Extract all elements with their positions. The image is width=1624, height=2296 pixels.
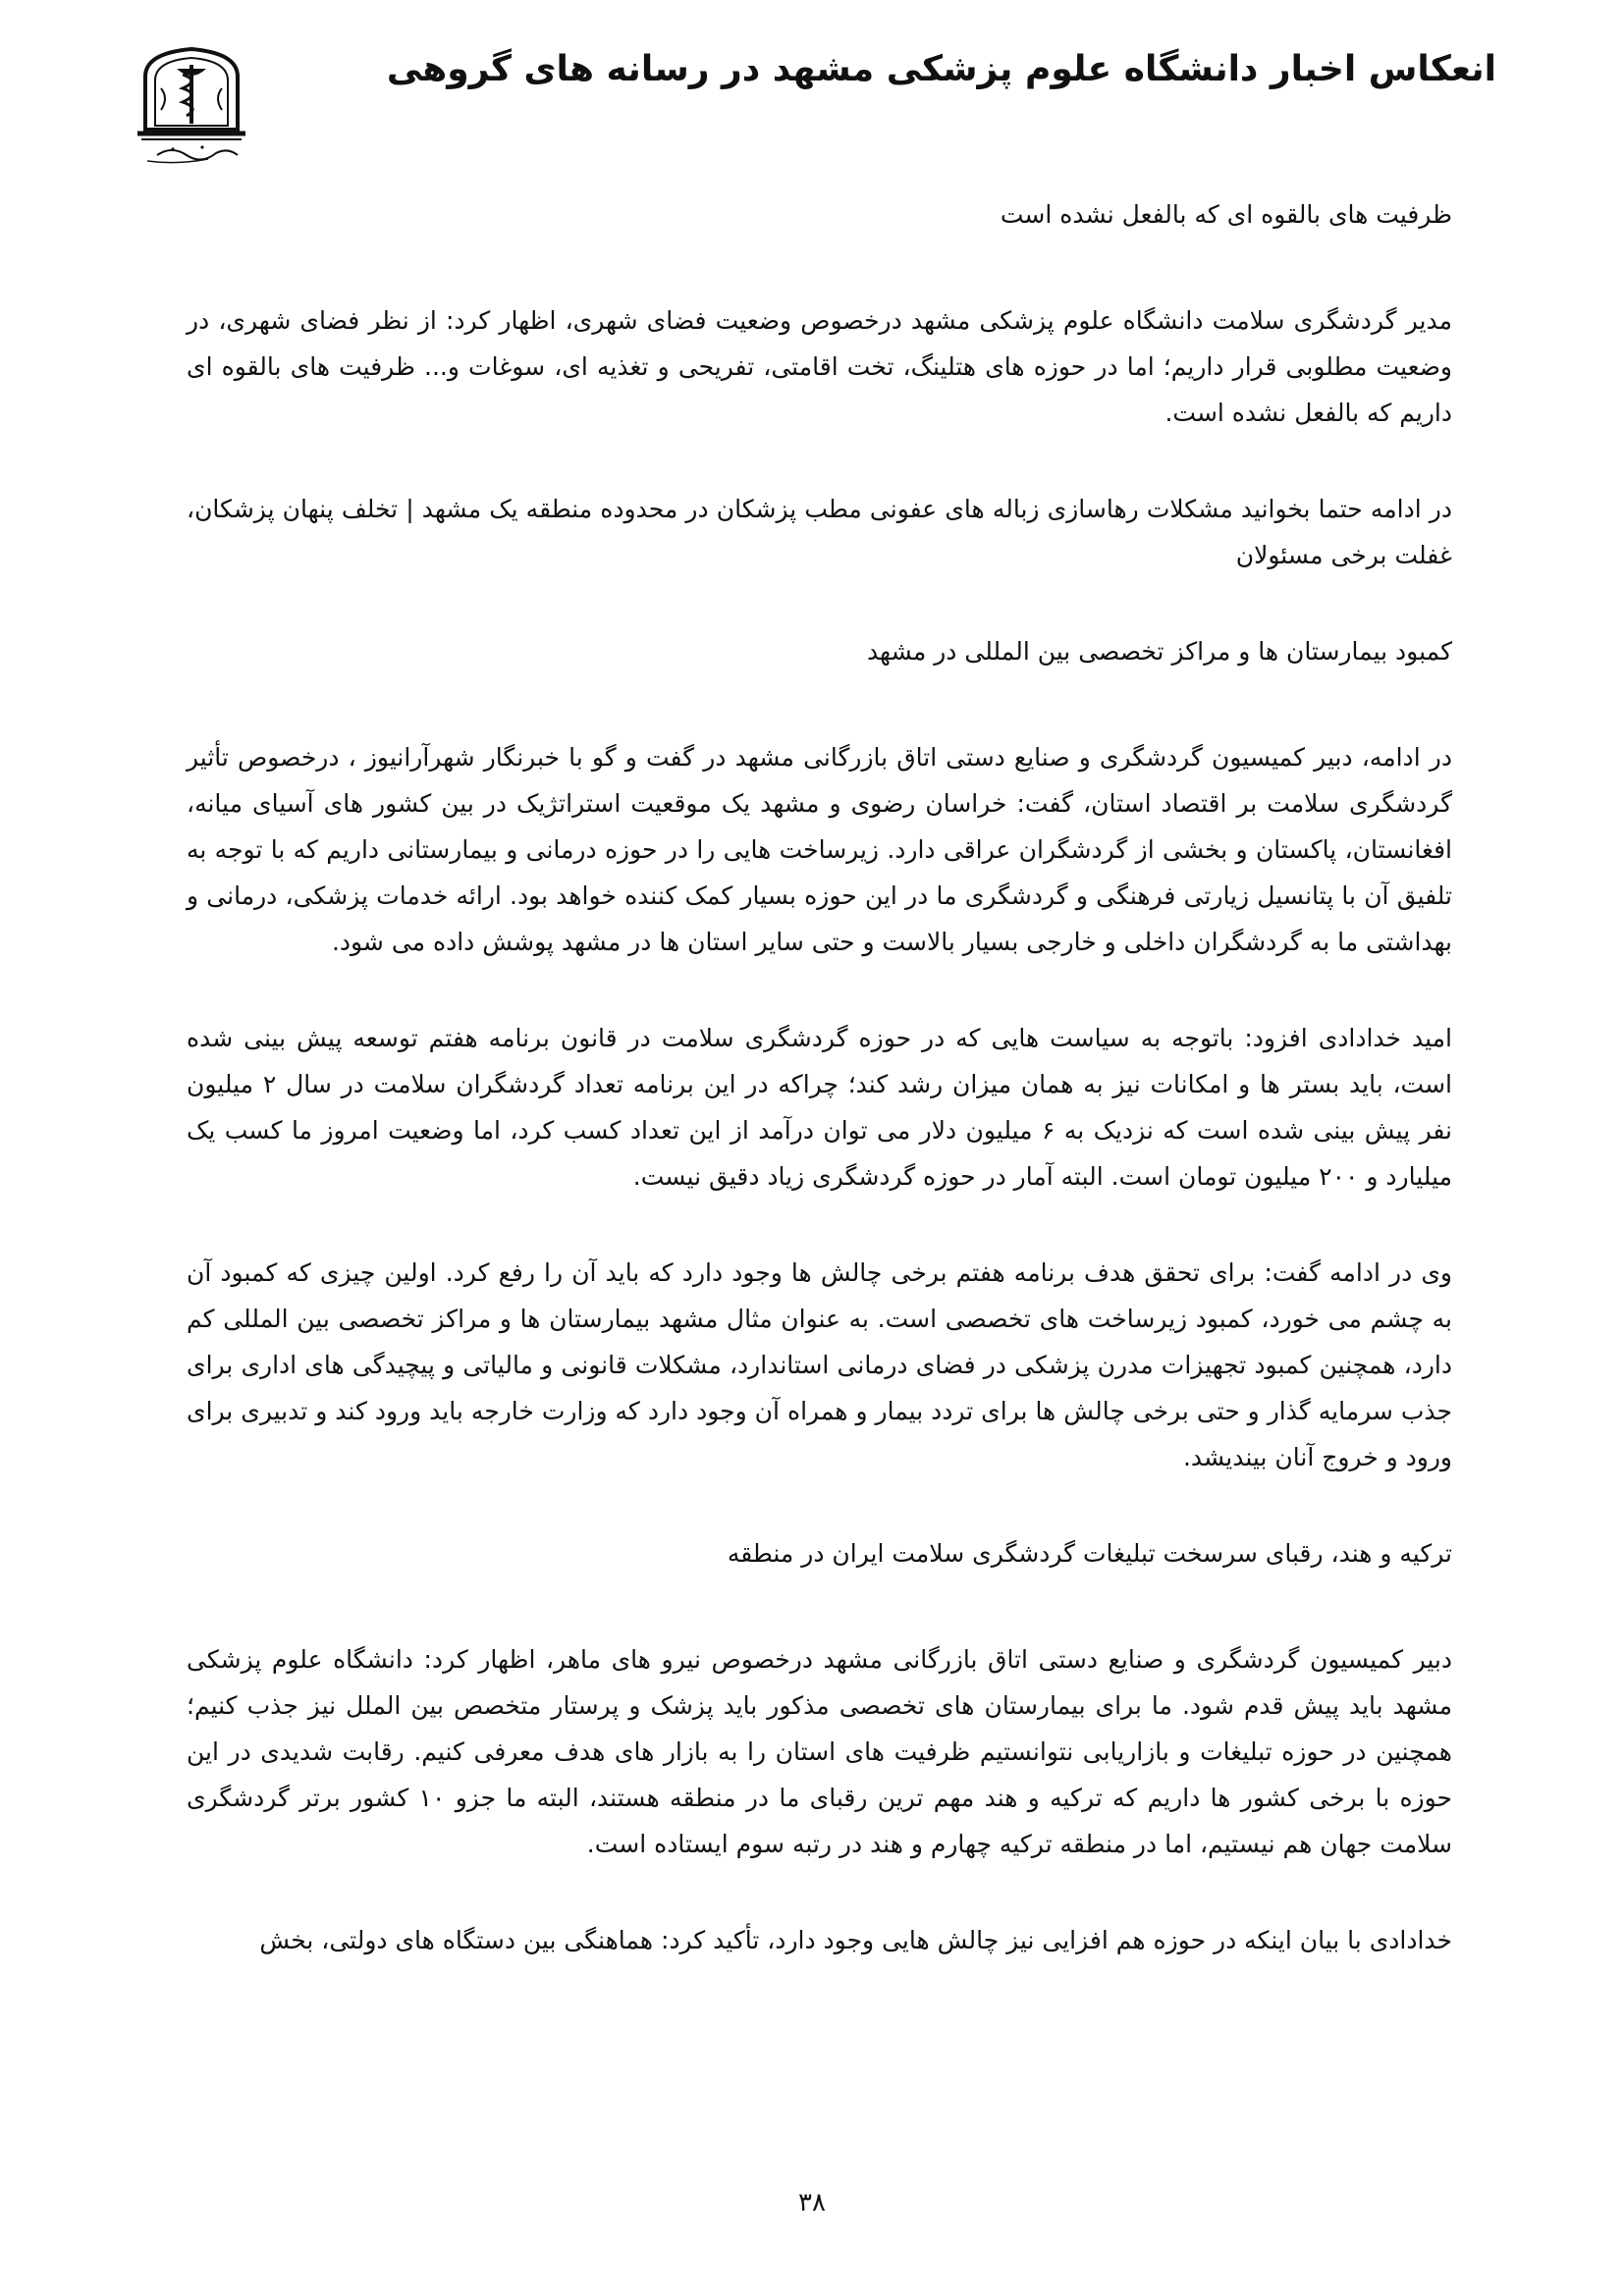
paragraph: امید خدادادی افزود: باتوجه به سیاست هایی که در حوزه گردشگری سلامت در قانون برنامه هفتم توسعه پیش بینی شده است، باید بستر ها و امکانات نیز به همان میزان رشد کند؛ چراکه در این برنامه تعداد گردشگران سلامت در سال ۲ میلیون نفر پیش بینی شده است که نزدیک به ۶ میلیون دلار می توان درآمد از این تعداد کسب کرد، اما وضعیت امروز ما کسب یک میلیارد و ۲۰۰ میلیون تومان است. البته آمار در حوزه گردشگری زیاد دقیق نیست. bbox=[187, 1024, 1452, 1191]
paragraph: خدادادی با بیان اینکه در حوزه هم افزایی نیز چالش هایی وجود دارد، تأکید کرد: هماهنگی بین دستگاه های دولتی، بخش bbox=[259, 1926, 1452, 1954]
page-title: انعکاس اخبار دانشگاه علوم پزشکی مشهد در رسانه های گروهی bbox=[386, 49, 1496, 89]
section-heading: کمبود بیمارستان ها و مراکز تخصصی بین المللی در مشهد bbox=[866, 637, 1452, 666]
paragraph: وی در ادامه گفت: برای تحقق هدف برنامه هفتم برخی چالش ها وجود دارد که باید آن را رفع کرد. اولین چیزی که کمبود آن به چشم می خورد، کمبود زیرساخت های تخصصی است. به عنوان مثال مشهد بیمارستان ها و مراکز تخصصی بین المللی کم دارد، همچنین کمبود تجهیزات مدرن پزشکی در فضای درمانی استاندارد، مشکلات قانونی و مالیاتی و پیچیدگی های اداری برای جذب سرمایه گذار و حتی برخی چالش ها برای تردد بیمار و همراه آن وجود دارد که وزارت خارجه باید ورود کند و تدبیری برای ورود و خروج آنان بیندیشد. bbox=[187, 1258, 1452, 1471]
paragraph: در ادامه، دبیر کمیسیون گردشگری و صنایع دستی اتاق بازرگانی مشهد در گفت و گو با خبرنگار شهرآرانیوز ، درخصوص تأثیر گردشگری سلامت بر اقتصاد استان، گفت: خراسان رضوی و مشهد یک موقعیت استراتژیک در بین کشور های آسیای میانه، افغانستان، پاکستان و بخشی از گردشگران عراقی دارد. زیرساخت هایی را در حوزه درمانی و بیمارستانی داریم که با توجه به تلفیق آن با پتانسیل زیارتی فرهنگی و گردشگری ما در این حوزه بسیار کمک کننده خواهد بود. ارائه خدمات پزشکی، درمانی و بهداشتی ما به گردشگران داخلی و خارجی بسیار بالاست و حتی سایر استان ها در مشهد پوشش داده می شود. bbox=[187, 743, 1452, 956]
page-number: ۳۸ bbox=[798, 2188, 826, 2217]
section-heading: ترکیه و هند، رقبای سرسخت تبلیغات گردشگری سلامت ایران در منطقه bbox=[727, 1539, 1452, 1568]
article-body bbox=[187, 191, 1452, 1963]
section-heading: ظرفیت های بالقوه ای که بالفعل نشده است bbox=[1000, 200, 1452, 229]
paragraph: دبیر کمیسیون گردشگری و صنایع دستی اتاق بازرگانی مشهد درخصوص نیرو های ماهر، اظهار کرد: دانشگاه علوم پزشکی مشهد باید پیش قدم شود. ما برای بیمارستان های تخصصی مذکور باید پزشک و پرستار متخصص بین الملل نیز جذب کنیم؛ همچنین در حوزه تبلیغات و بازاریابی نتوانستیم ظرفیت های استان را به بازار های هدف معرفی کنیم. رقابت شدیدی در این حوزه با برخی کشور ها داریم که ترکیه و هند مهم ترین رقبای ما در منطقه هستند، البته ما جزو ۱۰ کشور برتر گردشگری سلامت جهان هم نیستیم، اما در منطقه ترکیه چهارم و هند در رتبه سوم ایستاده است. bbox=[187, 1645, 1452, 1858]
page-header bbox=[118, 39, 1506, 177]
paragraph: مدیر گردشگری سلامت دانشگاه علوم پزشکی مشهد درخصوص وضعیت فضای شهری، اظهار کرد: از نظر فضای شهری، در وضعیت مطلوبی قرار داریم؛ اما در حوزه های هتلینگ، تخت اقامتی، تفریحی و تغذیه ای، سوغات و... ظرفیت های بالقوه ای داریم که بالفعل نشده است. bbox=[187, 306, 1452, 427]
paragraph: در ادامه حتما بخوانید مشکلات رهاسازی زباله های عفونی مطب پزشکان در محدوده منطقه یک مشهد | تخلف پنهان پزشکان، غفلت برخی مسئولان bbox=[187, 495, 1452, 569]
university-logo-icon bbox=[118, 39, 265, 167]
